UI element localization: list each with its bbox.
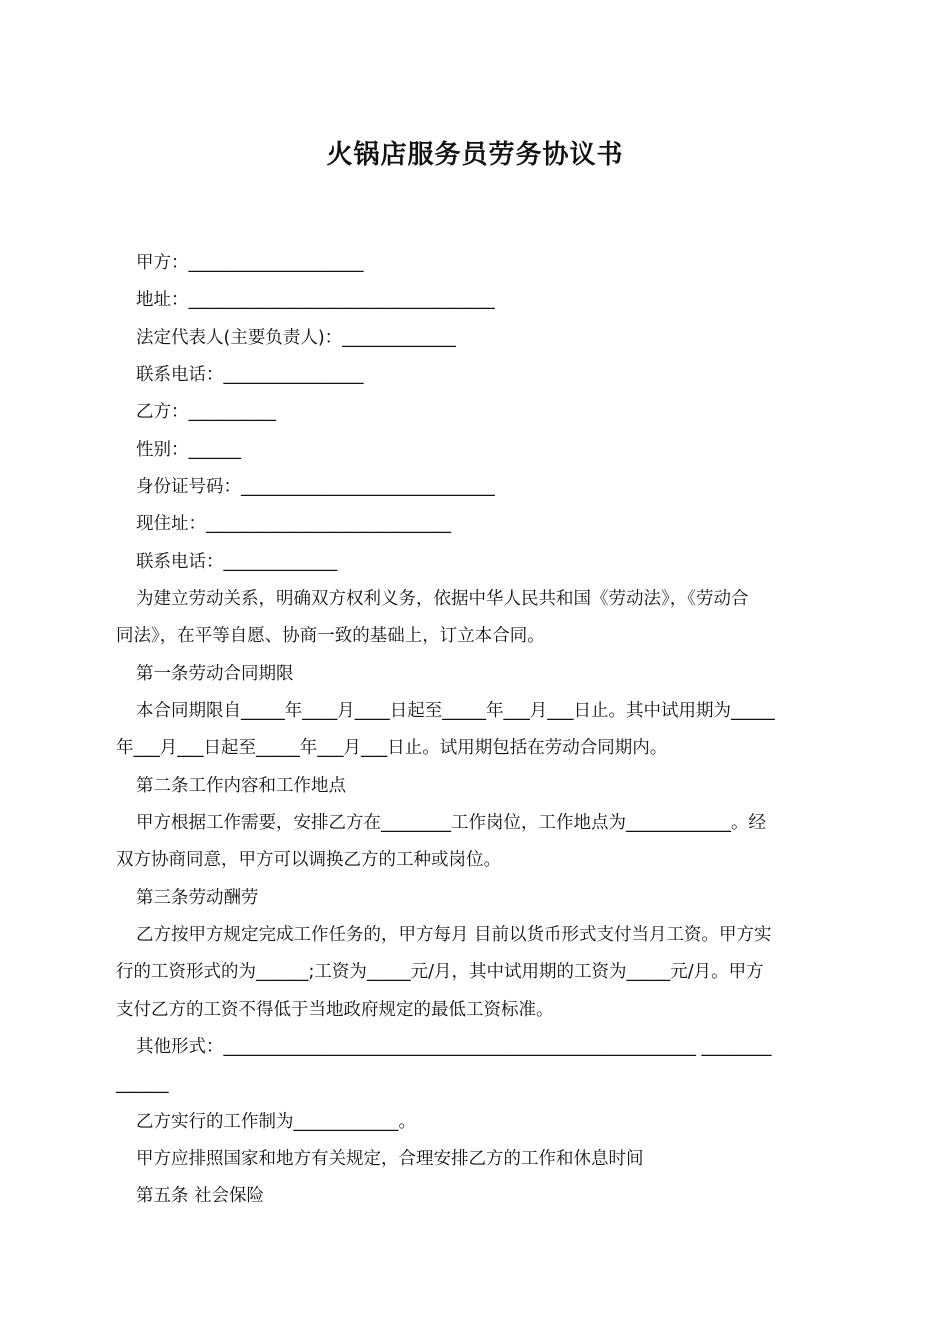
article-1-heading: 第一条劳动合同期限 — [136, 664, 294, 684]
article-2-paragraph-line: 甲方根据工作需要，安排乙方在________工作岗位，工作地点为____________。经 — [136, 813, 766, 833]
party-a-phone-field: 联系电话：________________ — [136, 365, 364, 385]
other-forms-field-continued: ______ — [116, 1074, 169, 1094]
id-number-field: 身份证号码：_____________________________ — [136, 477, 495, 497]
current-address-field: 现住址：____________________________ — [136, 514, 451, 534]
party-b-field: 乙方：__________ — [136, 402, 276, 422]
article-3-heading: 第三条劳动酬劳 — [136, 888, 259, 908]
article-1-paragraph-line: 年___月___日起至_____年___月___日止。试用期包括在劳动合同期内。 — [116, 738, 668, 758]
article-2-heading: 第二条工作内容和工作地点 — [136, 776, 346, 796]
document-title: 火锅店服务员劳务协议书 — [326, 140, 624, 170]
legal-representative-field: 法定代表人(主要负责人)：_____________ — [136, 328, 456, 348]
article-2-paragraph-line: 双方协商同意，甲方可以调换乙方的工种或岗位。 — [116, 850, 501, 870]
article-5-heading: 第五条 社会保险 — [136, 1186, 265, 1206]
rest-time-paragraph: 甲方应排照国家和地方有关规定，合理安排乙方的工作和休息时间 — [136, 1149, 644, 1169]
working-hours-system-field: 乙方实行的工作制为____________。 — [136, 1112, 416, 1132]
article-3-paragraph-line: 行的工资形式的为______;工资为_____元/月，其中试用期的工资为_____元/月。甲方 — [116, 962, 764, 982]
preamble-paragraph-line: 为建立劳动关系，明确双方权利义务，依据中华人民共和国《劳动法》，《劳动合 — [136, 589, 749, 609]
address-field: 地址：___________________________________ — [136, 290, 495, 310]
gender-field: 性别：______ — [136, 440, 241, 460]
article-3-paragraph-line: 支付乙方的工资不得低于当地政府规定的最低工资标准。 — [116, 1000, 554, 1020]
article-3-paragraph-line: 乙方按甲方规定完成工作任务的，甲方每月 目前以货币形式支付当月工资。甲方实 — [136, 925, 772, 945]
party-a-field: 甲方：____________________ — [136, 253, 364, 273]
other-forms-field: 其他形式：______________________________________________________ ________ — [136, 1037, 772, 1057]
preamble-paragraph-line: 同法》，在平等自愿、协商一致的基础上，订立本合同。 — [116, 626, 545, 646]
article-1-paragraph-line: 本合同期限自_____年____月____日起至_____年___月___日止。其中试用期为_____ — [136, 701, 775, 721]
party-b-phone-field: 联系电话：_____________ — [136, 552, 338, 572]
